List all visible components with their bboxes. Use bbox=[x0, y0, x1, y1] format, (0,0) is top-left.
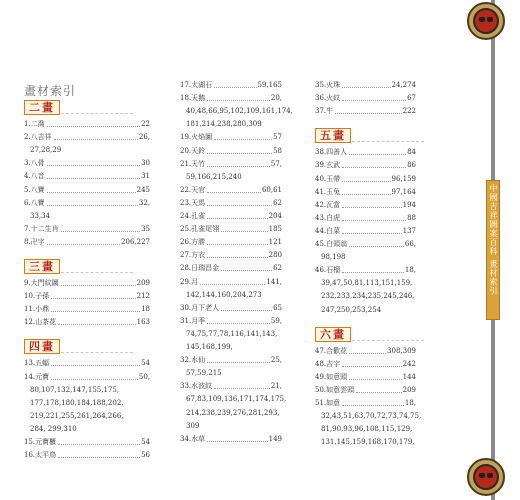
entry-pages: 54 bbox=[141, 359, 150, 368]
dot-leader bbox=[349, 154, 406, 155]
entry-pages-continued: 81,90,93,96,108,115,129, bbox=[321, 425, 413, 434]
stroke-count-heading bbox=[24, 259, 60, 274]
entry-pages: 67 bbox=[407, 94, 416, 103]
index-entry bbox=[315, 161, 416, 170]
entry-name: 30.月下老人 bbox=[180, 303, 220, 312]
dot-leader bbox=[342, 366, 401, 367]
index-entry bbox=[24, 238, 150, 247]
entry-pages-continued: 59,166,215,240 bbox=[186, 172, 242, 181]
entry-pages: 84 bbox=[407, 148, 416, 157]
dot-leader bbox=[342, 272, 404, 273]
entry-pages: 185 bbox=[268, 225, 282, 234]
index-entry bbox=[180, 251, 282, 260]
entry-pages: 18, bbox=[404, 399, 416, 407]
entry-pages: 149 bbox=[268, 434, 282, 443]
mask-emblem-bottom-icon bbox=[467, 458, 505, 496]
entry-name: 37.牛 bbox=[315, 107, 334, 116]
dot-leader bbox=[342, 87, 390, 88]
dot-leader bbox=[207, 205, 272, 206]
index-entry bbox=[180, 212, 282, 221]
entry-pages-continued: 177,178,180,184,188,202, bbox=[30, 398, 124, 407]
entry-pages: 59, bbox=[270, 316, 282, 325]
index-entry bbox=[24, 199, 150, 208]
entry-pages: 31 bbox=[141, 172, 150, 181]
entry-name: 11.小鼎 bbox=[24, 305, 50, 314]
entry-pages: 57 bbox=[273, 133, 282, 142]
entry-pages: 22 bbox=[141, 120, 150, 128]
dot-leader bbox=[214, 139, 272, 140]
entry-name: 22.天官 bbox=[180, 185, 206, 194]
index-entry bbox=[180, 186, 282, 195]
index-entry bbox=[24, 133, 150, 142]
entry-name: 21.天竹 bbox=[180, 159, 206, 168]
dot-leader bbox=[207, 362, 270, 363]
index-entry bbox=[180, 147, 282, 156]
dot-leader bbox=[342, 167, 406, 168]
entry-pages: 24,274 bbox=[391, 81, 416, 89]
stroke-count-heading bbox=[24, 339, 60, 354]
entry-pages: 65 bbox=[273, 303, 282, 312]
entry-name: 18.天鹅 bbox=[180, 94, 206, 103]
index-entry bbox=[315, 188, 416, 197]
index-entry bbox=[24, 373, 150, 382]
index-entry bbox=[315, 148, 416, 157]
dot-leader bbox=[221, 270, 272, 271]
entry-name: 39.玄武 bbox=[315, 161, 341, 170]
stroke-count-label: 五畫 bbox=[320, 129, 346, 143]
dot-leader bbox=[349, 246, 404, 247]
index-entry bbox=[315, 81, 416, 90]
index-entry bbox=[180, 199, 282, 208]
entry-name: 12.山茶花 bbox=[24, 318, 57, 327]
entry-name: 14.元寶 bbox=[24, 372, 50, 381]
entry-name: 34.水草 bbox=[180, 434, 206, 443]
dot-leader bbox=[58, 457, 140, 458]
entry-pages-continued: 32,43,51,63,70,72,73,74,75, bbox=[321, 412, 422, 421]
dot-leader bbox=[356, 392, 401, 393]
dot-leader bbox=[51, 298, 135, 299]
entry-name: 35.火珠 bbox=[315, 81, 341, 89]
entry-pages-continued: 67,83,109,136,171,174,175, bbox=[186, 395, 287, 404]
entry-pages: 86 bbox=[407, 161, 416, 170]
side-banner-text: 中國吉祥圖案百科 畫材索引 bbox=[489, 184, 498, 296]
entry-pages: 96,159 bbox=[391, 174, 416, 183]
entry-pages: 144 bbox=[402, 372, 416, 381]
dot-leader bbox=[207, 441, 267, 442]
dot-leader bbox=[207, 153, 272, 154]
entry-name: 27.方衣 bbox=[180, 251, 206, 260]
entry-name: 51.如意 bbox=[315, 399, 341, 407]
dot-leader bbox=[349, 353, 386, 354]
entry-name: 44.白菜 bbox=[315, 226, 341, 235]
entry-pages-continued: 80,107,132,147,155,175, bbox=[30, 385, 120, 394]
entry-pages: 60,61 bbox=[261, 185, 282, 194]
entry-pages-continued: 27,28,29 bbox=[30, 146, 62, 155]
entry-pages: 212 bbox=[136, 292, 150, 301]
entry-pages: 97,164 bbox=[391, 187, 416, 196]
stroke-count-label: 三畫 bbox=[29, 260, 55, 273]
entry-pages-continued: 247,250,253,254 bbox=[321, 305, 382, 314]
entry-pages-continued: 232,233,234,235,245,246, bbox=[321, 292, 415, 301]
entry-pages: 308,309 bbox=[387, 346, 416, 355]
index-entry bbox=[180, 94, 282, 103]
entry-pages-continued: 74,75,77,78,116,141,143, bbox=[186, 329, 278, 338]
dot-leader bbox=[207, 257, 267, 258]
entry-name: 40.玉帶 bbox=[315, 174, 341, 183]
index-entry bbox=[24, 279, 150, 288]
index-entry bbox=[315, 227, 416, 236]
dot-leader bbox=[61, 231, 140, 232]
entry-name: 2.八吉祥 bbox=[24, 133, 52, 142]
dot-leader bbox=[47, 244, 120, 245]
entry-pages: 35 bbox=[141, 224, 150, 233]
entry-pages: 30 bbox=[141, 159, 150, 168]
dot-leader bbox=[342, 220, 406, 221]
dot-leader bbox=[51, 379, 138, 380]
entry-pages: 222 bbox=[402, 107, 416, 116]
dot-leader bbox=[214, 388, 270, 389]
entry-name: 17.太湖石 bbox=[180, 81, 213, 89]
entry-pages-continued: 309 bbox=[186, 421, 200, 430]
entry-name: 31.月季 bbox=[180, 316, 206, 325]
dot-leader bbox=[221, 310, 272, 311]
entry-name: 4.八音 bbox=[24, 172, 45, 181]
index-entry bbox=[315, 240, 416, 249]
entry-pages: 242 bbox=[402, 359, 416, 368]
index-entry bbox=[315, 386, 416, 395]
dot-leader bbox=[207, 192, 261, 193]
dot-leader bbox=[200, 284, 265, 285]
dot-leader bbox=[58, 444, 140, 445]
index-entry bbox=[180, 264, 282, 273]
entry-pages: 141, bbox=[266, 277, 282, 286]
entry-name: 19.火焰圖 bbox=[180, 133, 213, 142]
index-entry bbox=[315, 399, 416, 408]
entry-name: 46.石榴 bbox=[315, 266, 341, 275]
entry-name: 24.孔雀 bbox=[180, 212, 206, 220]
entry-pages: 280 bbox=[268, 251, 282, 260]
entry-name: 48.吉字 bbox=[315, 359, 341, 368]
entry-pages-continued: 181,214,238,280,309 bbox=[186, 120, 262, 129]
dot-leader bbox=[207, 100, 270, 101]
index-entry bbox=[24, 159, 150, 168]
entry-pages: 59,165 bbox=[257, 81, 282, 89]
index-entry bbox=[180, 225, 282, 234]
entry-name: 36.火紋 bbox=[315, 94, 341, 103]
stroke-count-label: 二畫 bbox=[29, 101, 55, 114]
entry-pages-continued: 131,145,159,168,170,179, bbox=[321, 438, 415, 447]
entry-pages-continued: 284, 299,310 bbox=[30, 424, 77, 433]
entry-pages: 206,227 bbox=[121, 237, 150, 246]
index-entry bbox=[180, 81, 282, 90]
entry-name: 9.大門紋圖 bbox=[24, 279, 59, 287]
index-entry bbox=[24, 305, 150, 314]
index-entry bbox=[315, 201, 416, 210]
index-entry bbox=[315, 360, 416, 369]
entry-pages: 56 bbox=[141, 451, 150, 460]
entry-pages: 137 bbox=[402, 226, 416, 235]
entry-name: 23.天馬 bbox=[180, 198, 206, 207]
entry-pages-continued: 57,59,215 bbox=[186, 369, 222, 378]
dot-leader bbox=[51, 365, 140, 366]
entry-name: 1.二喬 bbox=[24, 120, 45, 128]
entry-pages-continued: 33,34 bbox=[30, 211, 51, 220]
index-entry bbox=[315, 107, 416, 116]
entry-name: 5.八寶 bbox=[24, 185, 45, 194]
entry-name: 47.合歡花 bbox=[315, 346, 348, 355]
entry-name: 13.五蝠 bbox=[24, 359, 50, 368]
dot-leader bbox=[349, 379, 401, 380]
index-entry bbox=[180, 304, 282, 313]
entry-pages: 121 bbox=[268, 238, 282, 247]
entry-name: 33.水波紋 bbox=[180, 382, 213, 391]
index-entry bbox=[180, 278, 282, 287]
entry-name: 49.如意頭 bbox=[315, 372, 348, 381]
entry-pages: 32, bbox=[138, 198, 150, 207]
index-entry bbox=[315, 266, 416, 275]
index-entry bbox=[24, 292, 150, 301]
stroke-count-heading bbox=[315, 128, 351, 143]
entry-pages-continued: 145,168,199, bbox=[186, 343, 233, 351]
stroke-count-label: 六畫 bbox=[320, 327, 346, 341]
index-entry bbox=[180, 133, 282, 142]
dot-leader bbox=[54, 139, 138, 140]
entry-pages-continued: 142,144,160,204,273 bbox=[186, 290, 262, 299]
entry-pages-continued: 219,221,255,261,264,266, bbox=[30, 411, 124, 420]
stroke-count-heading bbox=[315, 327, 351, 342]
entry-pages: 58 bbox=[273, 146, 282, 155]
index-entry bbox=[315, 214, 416, 223]
index-entry bbox=[180, 160, 282, 169]
entry-pages: 18 bbox=[141, 305, 150, 314]
dot-leader bbox=[51, 311, 140, 312]
index-entry bbox=[180, 356, 282, 365]
dot-leader bbox=[342, 194, 390, 195]
entry-name: 45.白頭翁 bbox=[315, 240, 348, 248]
entry-pages: 204 bbox=[268, 212, 282, 220]
entry-pages: 66, bbox=[404, 240, 416, 248]
page-title: 畫材索引 bbox=[24, 84, 77, 98]
dot-leader bbox=[221, 231, 267, 232]
stroke-count-label: 四畫 bbox=[29, 340, 55, 354]
side-banner bbox=[486, 180, 500, 320]
entry-name: 42.瓦當 bbox=[315, 200, 341, 209]
entry-name: 10.子孫 bbox=[24, 292, 50, 301]
entry-name: 8.卍字 bbox=[24, 237, 45, 246]
dot-leader bbox=[342, 405, 404, 406]
index-entry bbox=[315, 175, 416, 184]
entry-pages: 21, bbox=[270, 382, 282, 391]
entry-name: 26.方勝 bbox=[180, 238, 206, 247]
dot-leader bbox=[61, 285, 136, 286]
entry-pages-continued: 214,238,239,276,281,293, bbox=[186, 408, 280, 417]
index-entry bbox=[315, 373, 416, 382]
entry-pages: 163 bbox=[136, 318, 150, 327]
dot-leader bbox=[47, 126, 140, 127]
index-entry bbox=[180, 238, 282, 247]
index-entry bbox=[24, 451, 150, 460]
dot-leader bbox=[207, 166, 270, 167]
dot-leader bbox=[207, 323, 270, 324]
index-entry bbox=[24, 172, 150, 181]
dot-leader bbox=[47, 205, 138, 206]
index-entry bbox=[180, 317, 282, 326]
index-entry bbox=[24, 359, 150, 368]
dot-leader bbox=[207, 244, 267, 245]
mask-emblem-top-icon bbox=[467, 2, 505, 40]
entry-pages: 57, bbox=[270, 159, 282, 168]
index-entry bbox=[24, 225, 150, 234]
entry-name: 28.日瑞昌金 bbox=[180, 264, 220, 273]
dot-leader bbox=[335, 113, 401, 114]
entry-pages-continued: 39,47,50,81,113,151,159, bbox=[321, 279, 413, 288]
entry-pages: 20, bbox=[270, 94, 282, 103]
entry-pages: 54 bbox=[141, 438, 150, 446]
index-entry bbox=[315, 347, 416, 356]
dot-leader bbox=[47, 165, 140, 166]
entry-name: 50.如意雲頭 bbox=[315, 385, 355, 394]
entry-name: 3.八骨 bbox=[24, 159, 45, 168]
entry-pages: 62 bbox=[273, 198, 282, 207]
entry-name: 15.元寶櫃 bbox=[24, 438, 57, 446]
entry-name: 25.孔雀尾翎 bbox=[180, 225, 220, 234]
entry-name: 16.太平鳥 bbox=[24, 451, 57, 460]
dot-leader bbox=[47, 178, 140, 179]
entry-pages: 18, bbox=[404, 266, 416, 275]
entry-pages: 194 bbox=[402, 200, 416, 209]
entry-pages: 209 bbox=[402, 385, 416, 394]
entry-name: 20.天鈴 bbox=[180, 146, 206, 155]
entry-name: 41.玉兔 bbox=[315, 187, 341, 196]
index-entry bbox=[24, 318, 150, 327]
entry-name: 38.四善人 bbox=[315, 148, 348, 157]
index-entry bbox=[24, 186, 150, 195]
dot-leader bbox=[342, 100, 406, 101]
entry-pages-continued: 40,48,66,95,102,109,161,174, bbox=[186, 107, 293, 116]
entry-name: 29.月 bbox=[180, 277, 199, 286]
entry-pages: 62 bbox=[273, 264, 282, 273]
index-entry bbox=[180, 435, 282, 444]
entry-name: 7.十二生肖 bbox=[24, 224, 59, 233]
index-entry bbox=[24, 120, 150, 129]
dot-leader bbox=[214, 87, 256, 88]
entry-pages: 209 bbox=[136, 279, 150, 287]
index-entry bbox=[315, 94, 416, 103]
entry-pages: 26, bbox=[138, 133, 150, 142]
entry-name: 32.水仙 bbox=[180, 356, 206, 365]
entry-pages: 25, bbox=[270, 356, 282, 365]
entry-pages: 88 bbox=[407, 213, 416, 222]
dot-leader bbox=[342, 233, 401, 234]
index-entry bbox=[180, 382, 282, 391]
dot-leader bbox=[342, 207, 401, 208]
dot-leader bbox=[342, 181, 390, 182]
dot-leader bbox=[47, 192, 136, 193]
index-entry bbox=[24, 438, 150, 447]
entry-pages: 245 bbox=[136, 185, 150, 194]
entry-name: 6.八寶 bbox=[24, 198, 45, 207]
dot-leader bbox=[58, 324, 135, 325]
entry-name: 43.白虎 bbox=[315, 213, 341, 222]
dot-leader bbox=[207, 218, 267, 219]
entry-pages: 50, bbox=[138, 372, 150, 381]
entry-pages-continued: 98,198 bbox=[321, 253, 346, 262]
stroke-count-heading bbox=[24, 100, 60, 115]
